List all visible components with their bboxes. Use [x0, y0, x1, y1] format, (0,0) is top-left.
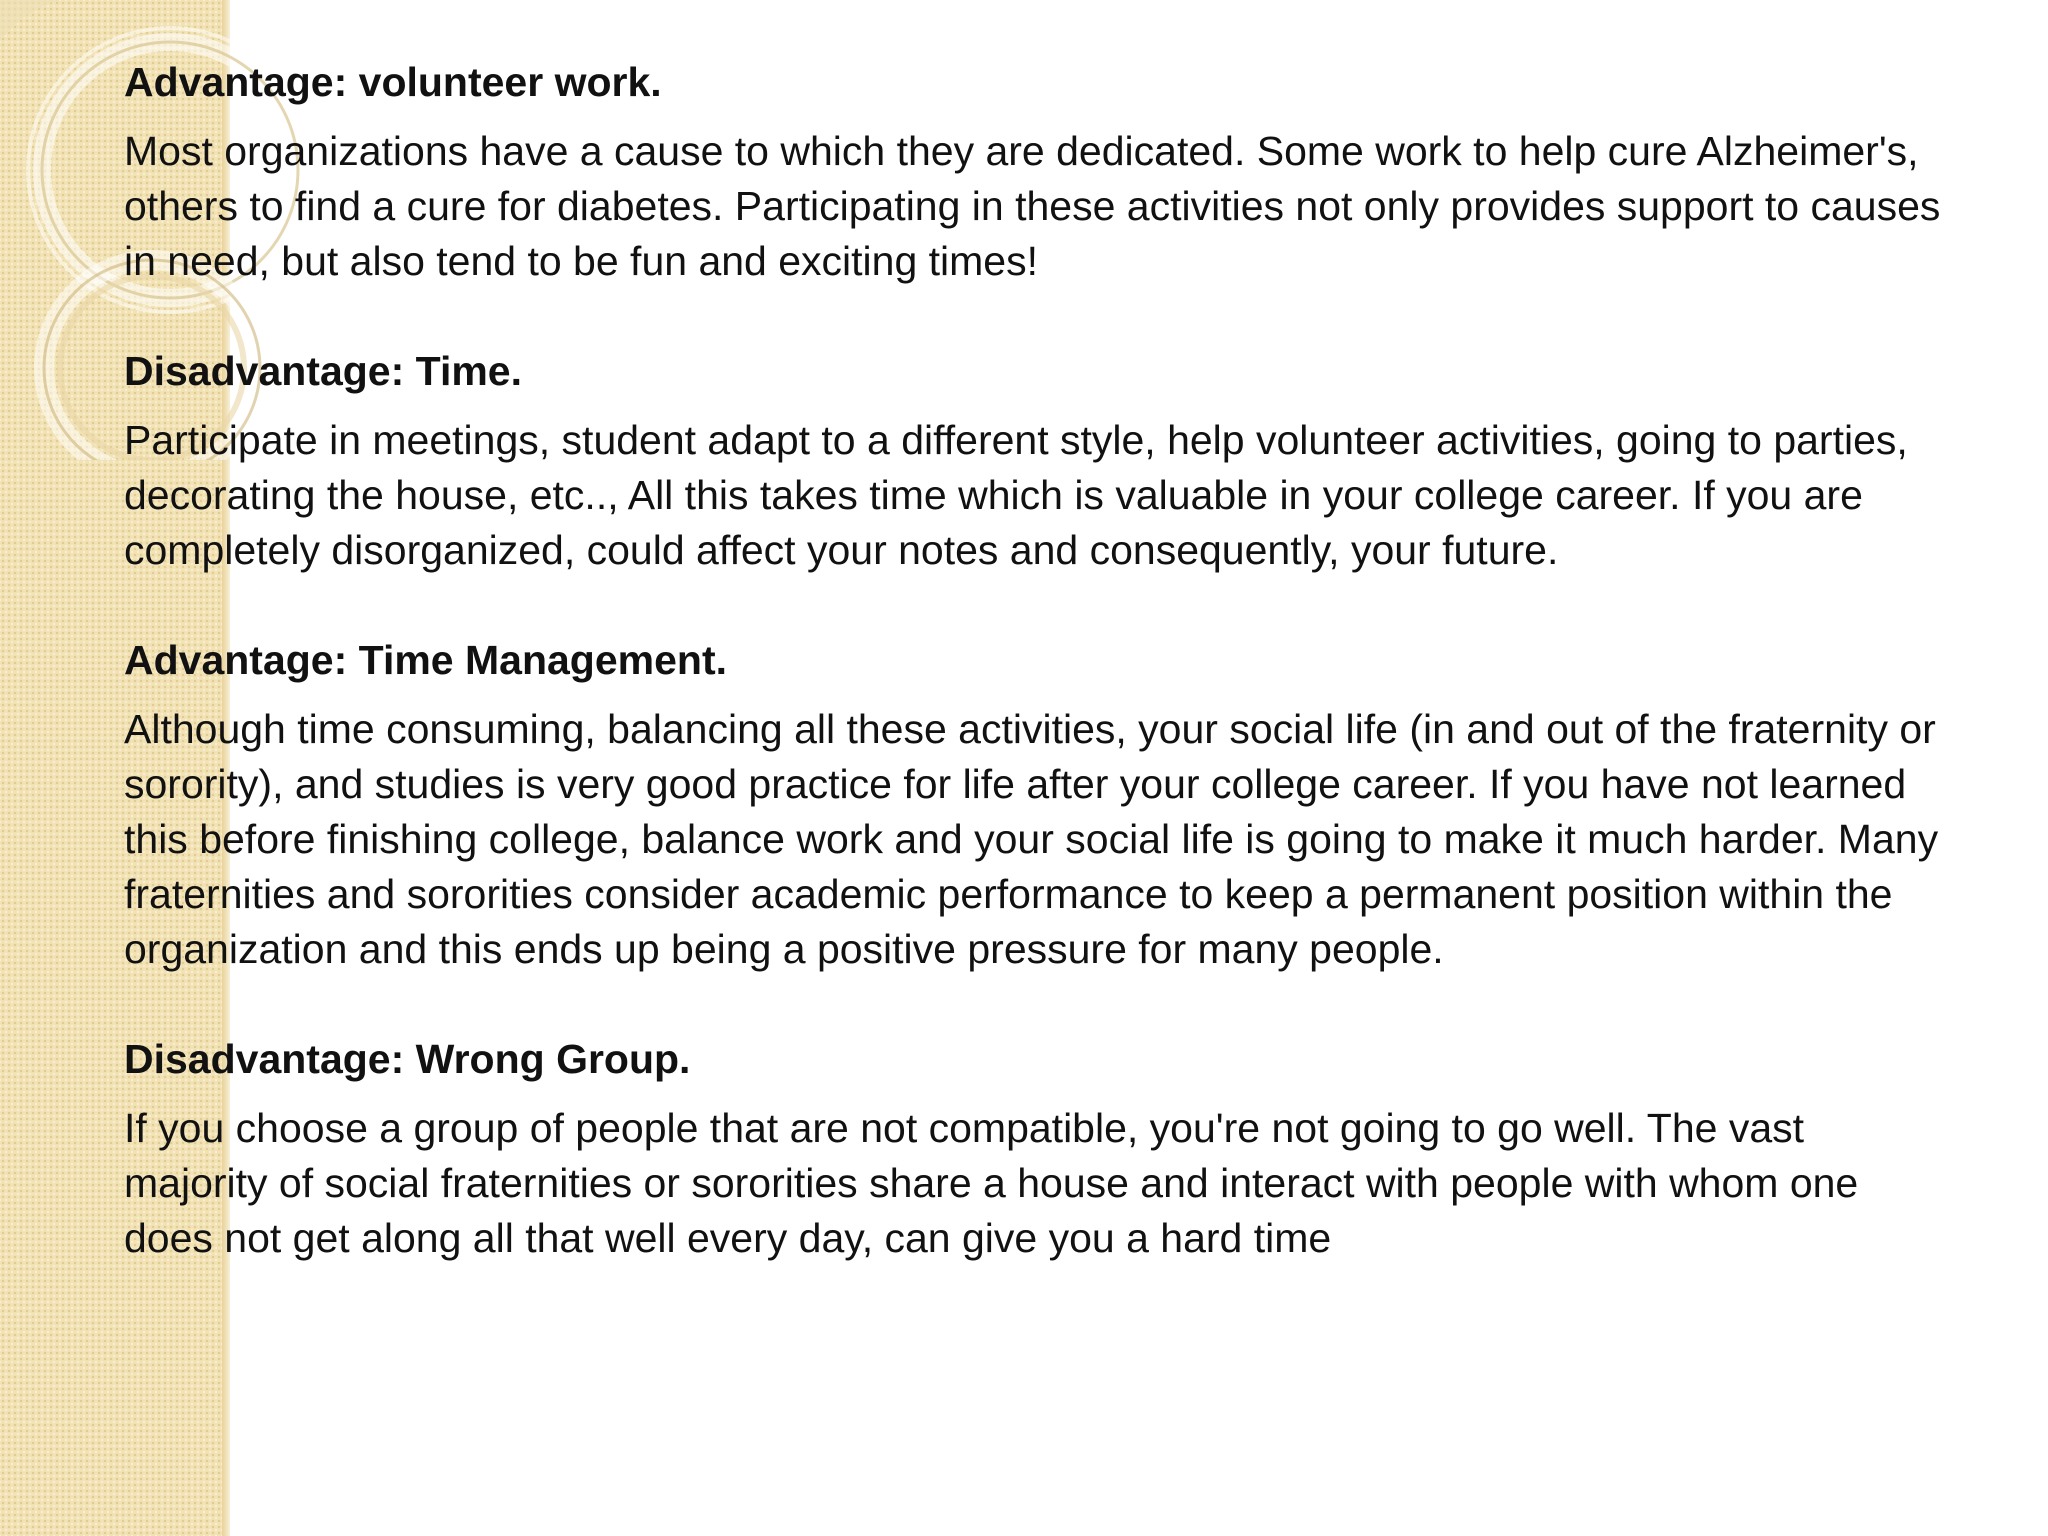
section-heading: Disadvantage: Wrong Group. — [124, 1036, 691, 1082]
section-heading: Advantage: volunteer work. — [124, 59, 662, 105]
section-wrong-group — [124, 1033, 1944, 1266]
section-heading: Disadvantage: Time. — [124, 348, 522, 394]
section-body: Participate in meetings, student adapt to a different style, help volunteer activities, going to parties, decorating the house, etc.., All this takes time which is valuable in your college career. If you are completely disorganized, could affect your notes and consequently, your future. — [124, 417, 1908, 573]
section-body: If you choose a group of people that are not compatible, you're not going to go well. The vast majority of social fraternities or sororities share a house and interact with people with whom one does not get along all that well every day, can give you a hard time — [124, 1105, 1859, 1261]
section-heading: Advantage: Time Management. — [124, 637, 727, 683]
section-time — [124, 345, 1944, 578]
section-volunteer-work — [124, 56, 1944, 289]
section-body: Most organizations have a cause to which they are dedicated. Some work to help cure Alzheimer's, others to find a cure for diabetes. Participating in these activities not only provides support to causes in need, but also tend to be fun and exciting times! — [124, 128, 1941, 284]
slide-content — [124, 56, 1944, 1322]
section-body: Although time consuming, balancing all these activities, your social life (in and out of the fraternity or sorority), and studies is very good practice for life after your college career. If you have not learned this before finishing college, balance work and your social life is going to make it much harder. Many fraternities and sororities consider academic performance to keep a permanent position within the organization and this ends up being a positive pressure for many people. — [124, 706, 1939, 972]
section-time-management — [124, 634, 1944, 977]
